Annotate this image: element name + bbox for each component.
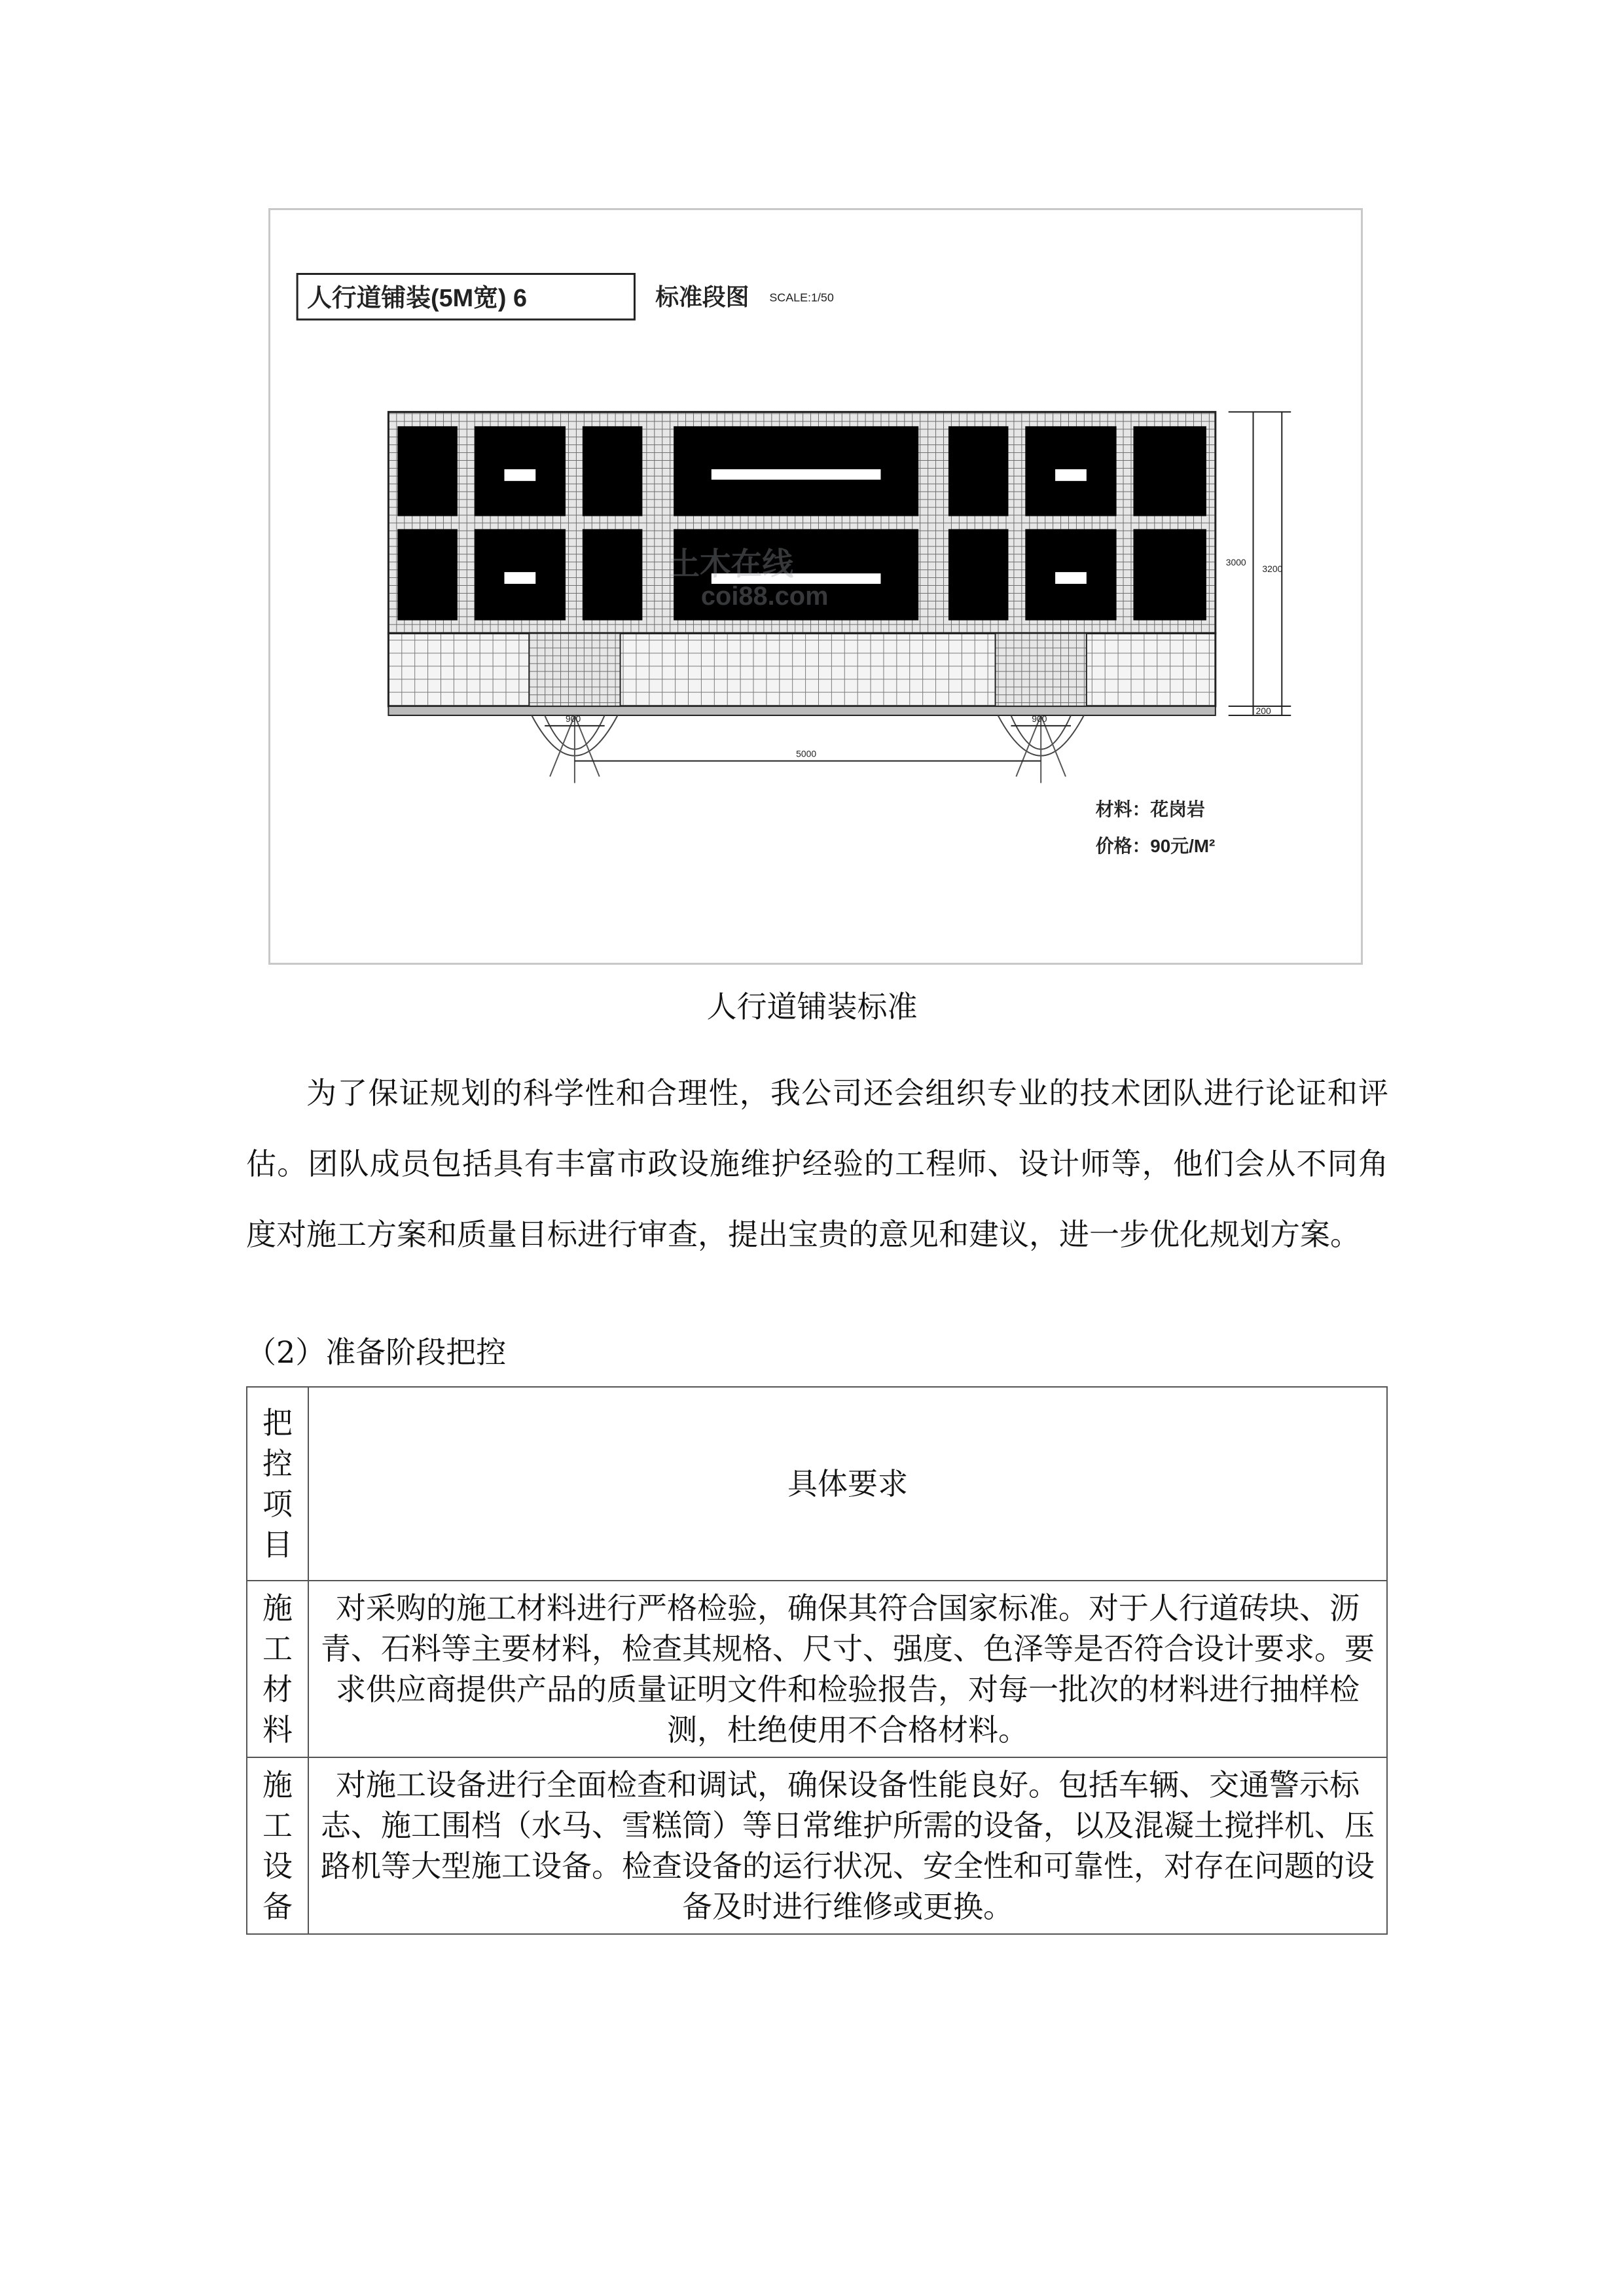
row-requirement-cell (308, 1581, 1387, 1757)
body-paragraph: 为了保证规划的科学性和合理性，我公司还会组织专业的技术团队进行论证和评估。团队成员包括具有丰富市政设施维护经验的工程师、设计师等，他们会从不同角度对施工方案和质量目标进行审查，提出宝贵的意见和建议，进一步优化规划方案。 (246, 1075, 1388, 1252)
drawing-scale: SCALE:1/50 (769, 291, 834, 304)
dim-right-bottom: 200 (1255, 705, 1271, 716)
dim-right: 900 (1032, 713, 1047, 724)
header-requirement-label: 具体要求 (787, 1466, 908, 1501)
header-item-label: 把控项目 (262, 1405, 293, 1562)
table-header-row (247, 1387, 1387, 1581)
figure-caption: 人行道铺装标准 (706, 989, 918, 1024)
watermark-line1: 土木在线 (668, 547, 794, 583)
table-row (247, 1581, 1387, 1757)
fine-tile-strip (388, 634, 1215, 706)
dim-left: 900 (565, 713, 581, 724)
drawing-title: 人行道铺装(5M宽) 6 (307, 285, 528, 313)
row-requirement-cell (308, 1757, 1387, 1934)
row-item-label: 施工材料 (262, 1590, 293, 1748)
curb-strip (388, 706, 1215, 715)
row-item-cell (247, 1581, 308, 1757)
paving-plan-drawing (270, 210, 1361, 963)
drawing-subtitle: 标准段图 (655, 284, 749, 311)
control-table (246, 1386, 1388, 1935)
bottom-dimensions (545, 713, 1071, 761)
paving-drawing-figure (268, 208, 1363, 965)
watermark-line2: coi88.com (700, 581, 829, 611)
header-cell-requirement (308, 1387, 1387, 1581)
table-row (247, 1757, 1387, 1934)
price-note: 价格：90元/M² (1095, 835, 1216, 856)
row-item-label: 施工设备 (262, 1767, 293, 1924)
row-requirement-text: 对施工设备进行全面检查和调试，确保设备性能良好。包括车辆、交通警示标志、施工围档（水马、雪糕筒）等日常维护所需的设备，以及混凝土搅拌机、压路机等大型施工设备。检查设备的运行状况、安全性和可靠性，对存在问题的设备及时进行维修或更换。 (321, 1767, 1375, 1924)
material-note: 材料：花岗岩 (1095, 799, 1205, 820)
row-item-cell (247, 1757, 308, 1934)
dim-middle: 5000 (796, 748, 817, 759)
row-requirement-text: 对采购的施工材料进行严格检验，确保其符合国家标准。对于人行道砖块、沥青、石料等主要材料，检查其规格、尺寸、强度、色泽等是否符合设计要求。要求供应商提供产品的质量证明文件和检验报告，对每一批次的材料进行抽样检测，杜绝使用不合格材料。 (321, 1590, 1375, 1748)
section-heading: （2）准备阶段把控 (246, 1335, 507, 1370)
right-dimensions (1226, 412, 1291, 716)
dim-right-inner: 3000 (1225, 557, 1246, 568)
header-cell-item (247, 1387, 308, 1581)
dim-right-outer: 3200 (1262, 564, 1283, 575)
